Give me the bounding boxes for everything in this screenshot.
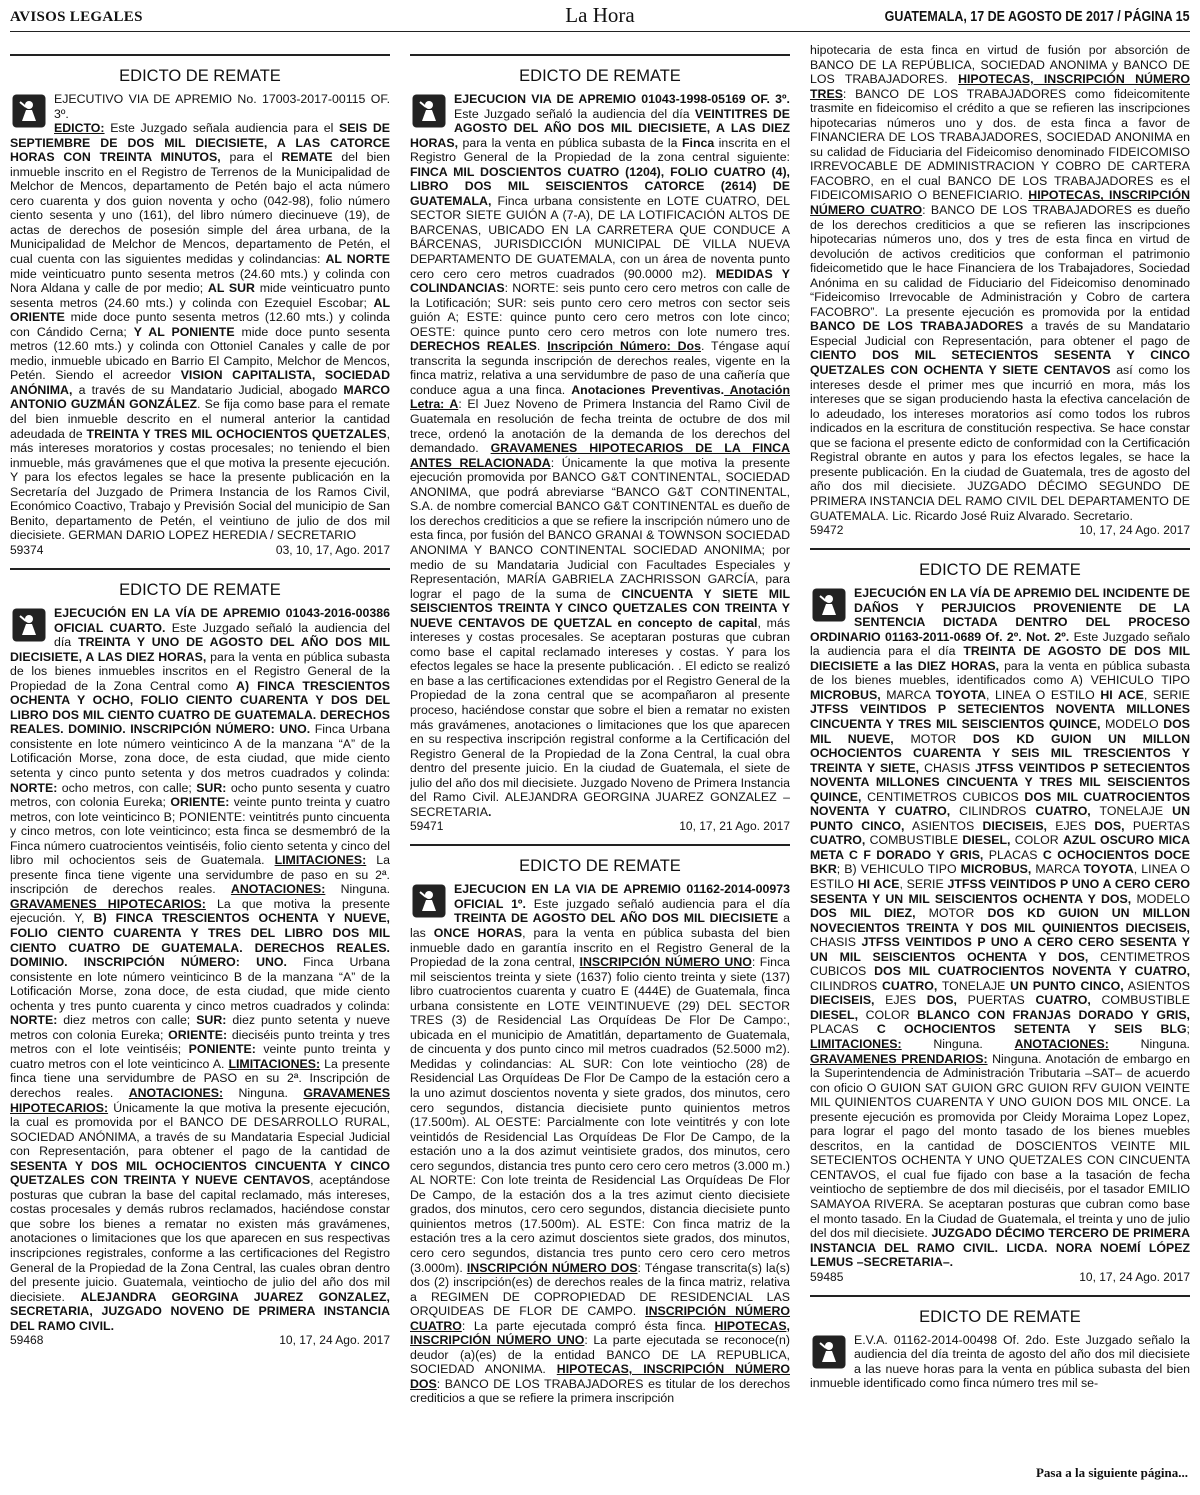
notice-footer: 59471 10, 17, 21 Ago. 2017 [410,819,790,834]
notice-59374: EJECUTIVO VIA DE APREMIO No. 17003-2017-00115 OF. 3º. EDICTO: Este Juzgado señala audiencia para el SEIS DE SEPTIEMBRE DE DOS MIL DIECISIETE, A LAS CATORCE HORAS CON TREINTA MINUTOS, para el REMATE del bien inmueble inscrito en el Registro de Terrenos de la Municipalidad de Melchor de Mencos, departamento de Petén bajo el acta número cero cuarenta y dos guion noventa y ocho (042-98), folio número ciento sesenta y uno (161), del libro número diecinueve (19), de actas de derechos de posesión simple del área urbana, de la Municipalidad de Melchor de Mencos, departamento de Petén, el cual cuenta con las siguientes medidas y colindancias: AL NORTE mide veinticuatro punto sesenta metros (24.60 mts.) y colinda con Nora Aldana y calle de por medio; AL SUR mide veinticuatro punto sesenta metros (24.60 mts.) y colinda con Ezequiel Escobar; AL ORIENTE mide doce punto sesenta metros (12.60 mts.) y colinda con Cándido Cerna; Y AL PONIENTE mide doce punto sesenta metros (12.60 mts.) y colinda con Ottoniel Canales y calle de por medio, inmueble ubicado en Barrio El Campito, Melchor de Mencos, Petén. Siendo el acreedor VISION CAPITALISTA, SOCIEDAD ANÓNIMA, a través de su Mandatario Judicial, abogado MARCO ANTONIO GUZMÁN GONZÁLEZ. Se fija como base para el remate del bien inmueble descrito en el numeral anterior la cantidad adeudada de TREINTA Y TRES MIL OCHOCIENTOS QUETZALES, más intereses moratorios y costas procesales; no teniendo el bien inmueble, más gravámenes que el que motiva la presente ejecución. Y para los efectos legales se hace la presente publicación en la Secretaría del Juzgado de Primera Instancia de los Ramos Civil, Económico Coactivo, Trabajo y Previsión Social del municipio de San Benito, departamento de Petén, el veintiuno de julio de dos mil diecisiete. GERMAN DARIO LOPEZ HEREDIA / SECRETARIO [10,92,390,543]
notice-footer: 59468 10, 17, 24 Ago. 2017 [10,1333,390,1348]
gavel-icon [412,884,446,918]
edict-title: EDICTO DE REMATE [810,548,1190,582]
notice-59468: EJECUCIÓN EN LA VÍA DE APREMIO 01043-2016-00386 OFICIAL CUARTO. Este Juzgado señaló la audiencia del día TREINTA Y UNO DE AGOSTO DEL AÑO DOS MIL DIECISIETE, A LAS DIEZ HORAS, para la venta en pública subasta de los bienes inmuebles inscritos en el Registro General de la Propiedad de la Zona Central como A) FINCA TRESCIENTOS OCHENTA Y OCHO, FOLIO CIENTO CUARENTA Y DOS DEL LIBRO DOS MIL CIENTO CUATRO DE GUATEMALA. DERECHOS REALES. DOMINIO. INSCRIPCIÓN NÚMERO: UNO. Finca Urbana consistente en lote número veinticinco A de la manzana “A” de la Lotificación Morse, zona doce, de esta ciudad, que mide ciento setenta y cinco punto setenta y dos metros cuadrados y colinda: NORTE: ocho metros, con calle; SUR: ocho punto sesenta y cuatro metros, con colonia Eureka; ORIENTE: veinte punto treinta y cuatro metros, con lote veinticinco B; PONIENTE: veintitrés punto cincuenta y cinco metros, con lote veinticinco; esta finca se desmembró de la Finca número cuatrocientos veintiséis, folio ciento setenta y cinco del libro mil ochocientos seis de Guatemala. LIMITACIONES: La presente finca tiene vigente una servidumbre de paso en su 2ª. inscripción de derechos reales. ANOTACIONES: Ninguna. GRAVAMENES HIPOTECARIOS: La que motiva la presente ejecución. Y, B) FINCA TRESCIENTOS OCHENTA Y NUEVE, FOLIO CIENTO CUARENTA Y TRES DEL LIBRO DOS MIL CIENTO CUATRO DE GUATEMALA. DERECHOS REALES. DOMINIO. INSCRIPCIÓN NÚMERO: UNO. Finca Urbana consistente en lote número veinticinco B de la manzana “A” de la Lotificación Morse, zona doce, de esta ciudad, que mide ciento ochenta y tres punto cuarenta y cinco metros cuadrados y colinda: NORTE: diez metros con calle; SUR: diez punto setenta y nueve metros con colonia Eureka; ORIENTE: dieciséis punto treinta y tres metros con el lote veintiséis; PONIENTE: veinte punto treinta y cuatro metros con el lote veinticinco A. LIMITACIONES: La presente finca tiene una servidumbre de PASO en su 2ª. Inscripción de derechos reales. ANOTACIONES: Ninguna. GRAVAMENES HIPOTECARIOS: Únicamente la que motiva la presente ejecución, la cual es promovida por el BANCO DE DESARROLLO RURAL, SOCIEDAD ANÓNIMA, a través de su Mandataria Especial Judicial con Representación, para obtener el pago de la cantidad de SESENTA Y DOS MIL OCHOCIENTOS CINCUENTA Y CINCO QUETZALES CON TREINTA Y NUEVE CENTAVOS, aceptándose posturas que cubran la base del capital reclamado, más intereses, costas procesales y demás rubros reclamados, haciéndose constar que sobre los bienes a rematar no existen más gravámenes, anotaciones o limitaciones que los que aparecen en sus respectivas inscripciones registrales, conforme a las certificaciones del Registro General de la Propiedad de la Zona Central, las cuales obran dentro del presente juicio. Guatemala, veintiocho de julio del año dos mil diecisiete. ALEJANDRA GEORGINA JUAREZ GONZALEZ, SECRETARIA, JUZGADO NOVENO DE PRIMERA INSTANCIA DEL RAMO CIVIL. [10,605,390,1333]
gavel-icon [12,94,46,128]
date-page: GUATEMALA, 17 DE AGOSTO DE 2017 / PÁGINA 15 [885,9,1190,25]
notice-59471: EJECUCION VIA DE APREMIO 01043-1998-05169 OF. 3º. Este Juzgado señaló la audiencia del día VEINTITRES DE AGOSTO DEL AÑO DOS MIL DIECISIETE, A LAS DIEZ HORAS, para la venta en pública subasta de la Finca inscrita en el Registro General de la Propiedad de la zona central siguiente: FINCA MIL DOSCIENTOS CUATRO (1204), FOLIO CUATRO (4), LIBRO DOS MIL SEISCIENTOS CATORCE (2614) DE GUATEMALA, Finca urbana consistente en LOTE CUATRO, DEL SECTOR SIETE GUIÓN A (7-A), DE LA LOTIFICACIÓN ALTOS DE BARCENAS, UBICADO EN LA CARRETERA QUE CONDUCE A BÁRCENAS, JURISDICCIÓN MUNICIPAL DE VILLA NUEVA DEPARTAMENTO DE GUATEMALA, con un área de noventa punto cero cero cero metros cuadrados (90.0000 m2). MEDIDAS Y COLINDANCIAS: NORTE: seis punto cero cero metros con calle de la Lotificación; SUR: seis punto cero cero metros con sector seis guión A; ESTE: quince punto cero cero metros con lote cinco; OESTE: quince punto cero cero metros con lote numero tres. DERECHOS REALES. Inscripción Número: Dos. Téngase aquí transcrita la segunda inscripción de derechos reales, vigente en la finca matriz, relativa a una servidumbre de paso de una cañería que conduce agua a una finca. Anotaciones Preventivas. Anotación Letra: A: El Juez Noveno de Primera Instancia del Ramo Civil de Guatemala en resolución de fecha treinta de octubre de dos mil trece, ordenó la anotación de la demanda de los derechos del demandado. GRAVAMENES HIPOTECARIOS DE LA FINCA ANTES RELACIONADA: Únicamente la que motiva la presente ejecución promovida por BANCO G&T CONTINENTAL, SOCIEDAD ANONIMA, que podrá abreviarse “BANCO G&T CONTINENTAL, S.A. de nombre comercial BANCO G&T CONTINENTAL es dueño de los derechos crediticios a que se refiere la inscripción número uno de esta finca, por fusión del BANCO GRANAI & TOWNSON SOCIEDAD ANONIMA Y BANCO CONTINENTAL SOCIEDAD ANONIMA; por medio de su Mandataria Judicial con Facultades Especiales y Representación, MARÍA GABRIELA ZACHRISSON GARCÍA, para lograr el pago de la suma de CINCUENTA Y SIETE MIL SEISCIENTOS TREINTA Y CINCO QUETZALES CON TREINTA Y NUEVE CENTAVOS DE QUETZAL en concepto de capital, más intereses y costas procesales. Se aceptaran posturas que cubran como base el capital reclamado intereses y costas. Y para los efectos legales se hace la presente publicación. . El edicto se realizó en base a las certificaciones extendidas por el Registro General de la Propiedad de la zona central que se acompañaron al presente proceso, haciéndose constar que sobre el bien a rematar no existen más gravámenes, anotaciones o limitaciones que los que aparecen en su respectiva inscripción registral conforme a la Certificación del Registro General de la Propiedad de la Zona Central, la cual obra dentro del presente juicio. En la ciudad de Guatemala, el siete de julio del año dos mil diecisiete. Juzgado Noveno de Primera Instancia del Ramo Civil. ALEJANDRA GEORGINA JUAREZ GONZALEZ –SECRETARIA. [410,92,790,819]
gavel-icon [812,588,846,622]
column-3 [810,43,1190,1473]
edict-title: EDICTO DE REMATE [10,54,390,88]
edict-title: EDICTO DE REMATE [410,844,790,878]
header-rule [10,31,1190,32]
gavel-icon [412,94,446,128]
edict-title: EDICTO DE REMATE [810,1295,1190,1329]
column-1 [10,54,390,1484]
gavel-icon [12,608,46,642]
notice-footer: 59374 03, 10, 17, Ago. 2017 [10,542,390,557]
edict-title: EDICTO DE REMATE [10,568,390,602]
column-2 [410,54,790,1484]
notice-footer: 59485 10, 17, 24 Ago. 2017 [810,1269,1190,1284]
notice-col2-second: EJECUCION EN LA VIA DE APREMIO 01162-2014-00973 OFICIAL 1º. Este juzgado señaló audiencia para el día TREINTA DE AGOSTO DEL AÑO DOS MIL DIECISIETE a las ONCE HORAS, para la venta en pública subasta del bien inmueble dado en garantía inscrito en el Registro General de la Propiedad de la zona central, INSCRIPCIÓN NÚMERO UNO: Finca mil seiscientos treinta y siete (1637) folio ciento treinta y siete (137) libro cuatrocientos cuarenta y cuatro E (444E) de Guatemala, finca urbana consistente en LOTE VEINTINUEVE (29) DEL SECTOR TRES (3) de Residencial Las Orquídeas De Flor De Campo:, ubicada en el municipio de Amatitlán, departamento de Guatemala, de cincuenta y dos punto cinco mil metros cuadrados (52.5000 m2). Medidas y colindancias: AL SUR: Con lote veintiocho (28) de Residencial Las Orquídeas De Flor De Campo de la estación cero a la uno azimut doscientos noventa y siete grados, dos minutos, cero cero segundos, distancia diecisiete punto quinientos metros (17.500m). AL OESTE: Parcialmente con lote veintitrés y con lote veintidós de Residencial Las Orquídeas De Flor De Campo, de la estación uno a la dos azimut veintisiete grados, dos minutos, cero cero segundos, distancia tres punto cero cero cero metros (3.000 m.) AL NORTE: Con lote treinta de Residencial Las Orquídeas De Flor De Campo, de la estación dos a la tres azimut ciento diecisiete grados, dos minutos, cero cero segundos, distancia diecisiete punto quinientos metros (17.500m). AL ESTE: Con finca matriz de la estación tres a la cero azimut doscientos siete grados, dos minutos, cero cero segundos, distancia tres punto cero cero cero metros (3.000m). INSCRIPCIÓN NÚMERO DOS: Téngase transcrita(s) la(s) dos (2) inscripción(es) de derechos reales de la finca matriz, relativa a REGIMEN DE COPROPIEDAD DE RESIDENCIAL LAS ORQUIDEAS DE FLOR DE CAMPO. INSCRIPCIÓN NÚMERO CUATRO: La parte ejecutada compró ésta finca. HIPOTECAS, INSCRIPCIÓN NÚMERO UNO: La parte ejecutada se reconoce(n) deudor (a)(es) de la entidad BANCO DE LA REPUBLICA, SOCIEDAD ANONIMA. HIPOTECAS, INSCRIPCIÓN NÚMERO DOS: BANCO DE LOS TRABAJADORES es titular de los derechos crediticios a que se refiere la primera inscripción [410,882,790,1406]
page-header [0,0,1200,34]
notice-59485: EJECUCIÓN EN LA VÍA DE APREMIO DEL INCIDENTE DE DAÑOS Y PERJUICIOS PROVENIENTE DE LA SENTENCIA DICTADA DENTRO DEL PROCESO ORDINARIO 01163-2011-0689 Of. 2º. Not. 2º. Este Juzgado señalo la audiencia para el día TREINTA DE AGOSTO DE DOS MIL DIECISIETE a las DIEZ HORAS, para la venta en pública subasta de los bienes muebles, identificados como A) VEHICULO TIPO MICROBUS, MARCA TOYOTA, LINEA O ESTILO HI ACE, SERIE JTFSS VEINTIDOS P SETECIENTOS NOVENTA MILLONES CINCUENTA Y TRES MIL SEISCIENTOS QUINCE, MODELO DOS MIL NUEVE, MOTOR DOS KD GUION UN MILLON OCHOCIENTOS CUARENTA Y SEIS MIL TRESCIENTOS Y TREINTA Y SIETE, CHASIS JTFSS VEINTIDOS P SETECIENTOS NOVENTA MILLONES CINCUENTA Y TRES MIL SEISCIENTOS QUINCE, CENTIMETROS CUBICOS DOS MIL CUATROCIENTOS NOVENTA Y CUATRO, CILINDROS CUATRO, TONELAJE UN PUNTO CINCO, ASIENTOS DIECISEIS, EJES DOS, PUERTAS CUATRO, COMBUSTIBLE DIESEL, COLOR AZUL OSCURO MICA META C F DORADO Y GRIS, PLACAS C OCHOCIENTOS DOCE BKR; B) VEHICULO TIPO MICROBUS, MARCA TOYOTA, LINEA O ESTILO HI ACE, SERIE JTFSS VEINTIDOS P UNO A CERO CERO SESENTA Y UN MIL SEISCIENTOS OCHENTA Y DOS, MODELO DOS MIL DIEZ, MOTOR DOS KD GUION UN MILLON NOVECIENTOS TREINTA Y DOS MIL QUINIENTOS DIECISEIS, CHASIS JTFSS VEINTIDOS P UNO A CERO CERO SESENTA Y UN MIL SEISCIENTOS OCHENTA Y DOS, CENTIMETROS CUBICOS DOS MIL CUATROCIENTOS NOVENTA Y CUATRO, CILINDROS CUATRO, TONELAJE UN PUNTO CINCO, ASIENTOS DIECISEIS, EJES DOS, PUERTAS CUATRO, COMBUSTIBLE DIESEL, COLOR BLANCO CON FRANJAS DORADO Y GRIS, PLACAS C OCHOCIENTOS SETENTA Y SEIS BLG; LIMITACIONES: Ninguna. ANOTACIONES: Ninguna. GRAVAMENES PRENDARIOS: Ninguna. Anotación de embargo en la Superintendencia de Administración Tributaria –SAT– de acuerdo con oficio O GUION SAT GUION GRC GUION RFV GUION VEINTE MIL QUINIENTOS CUARENTA Y UNO GUION DOS MIL ONCE. La presente ejecución es promovida por Cleidy Moraima Lopez Lopez, para lograr el pago del monto tasado de los bienes muebles descritos, en la cantidad de DOSCIENTOS VEINTE MIL SETECIENTOS OCHENTA Y UNO QUETZALES CON CINCUENTA CENTAVOS, el cual fue fijado con base a la tasación de fecha veintiocho de septiembre de dos mil dieciséis, por el tasador EMILIO SAMAYOA RIVERA. Se aceptaran posturas que cubran como base el monto tasado. En la Ciudad de Guatemala, el treinta y uno de julio del dos mil diecisiete. JUZGADO DÉCIMO TERCERO DE PRIMERA INSTANCIA DEL RAMO CIVIL. LICDA. NORA NOEMÍ LÓPEZ LEMUS –SECRETARIA–. [810,586,1190,1270]
notice-59472-continued: hipotecaria de esta finca en virtud de fusión por absorción de BANCO DE LA REPÚBLICA, SOCIEDAD ANONIMA y BANCO DE LOS TRABAJADORES. HIPOTECAS, INSCRIPCIÓN NÚMERO TRES: BANCO DE LOS TRABAJADORES como fideicomitente trasmite en fideicomiso el crédito a que se refieren las inscripciones hipotecarias números uno y dos. de esta finca a favor de FINANCIERA DE LOS TRABAJADORES, SOCIEDAD ANONIMA en su calidad de Fiduciaria del Fideicomiso denominado FIDEICOMISO IRREVOCABLE DE ADMINISTRACION Y COBRO DE CARTERA FACOBRO, en el cual BANCO DE LOS TRABAJADORES es el FIDEICOMISARIO O BENEFICIARIO. HIPOTECAS, INSCRIPCIÓN NÚMERO CUATRO: BANCO DE LOS TRABAJADORES es dueño de los derechos crediticios a que se refieren las inscripciones hipotecarias números uno, dos y tres de esta finca en virtud de devolución de activos crediticios que conforman el patrimonio fideicometido que le hace Financiera de los Trabajadores, Sociedad Anónima en su calidad de Fiduciario del Fideicomiso denominado “Fideicomiso Irrevocable de Administración y Cobro de cartera FACOBRO”. La presente ejecución es promovida por la entidad BANCO DE LOS TRABAJADORES a través de su Mandatario Especial Judicial con Representación, para obtener el pago de CIENTO DOS MIL SETECIENTOS SESENTA Y CINCO QUETZALES CON OCHENTA Y SIETE CENTAVOS así como los intereses desde el primer mes que incurrió en mora, más los intereses que se sigan produciendo hasta la efectiva cancelación de lo adeudado, los intereses moratorios así como todos los rubros indicados en la escritura de constitución respectiva. Se hace constar que se faciona el presente edicto de conformidad con la Certificación Registral obrante en autos y para los efectos legales, se hace la presente publicación. En la ciudad de Guatemala, tres de agosto del año dos mil diecisiete. JUZGADO DÉCIMO SEGUNDO DE PRIMERA INSTANCIA DEL RAMO CIVIL DEL DEPARTAMENTO DE GUATEMALA. Lic. Ricardo José Ruiz Alvarado. Secretario. [810,43,1190,523]
notice-footer: 59472 10, 17, 24 Ago. 2017 [810,523,1190,538]
gavel-icon [812,1335,846,1369]
section-title: AVISOS LEGALES [10,9,143,25]
edict-title: EDICTO DE REMATE [410,54,790,88]
notice-col3-third: E.V.A. 01162-2014-00498 Of. 2do. Este Juzgado señalo la audiencia del día treinta de agosto del año dos mil diecisiete a las nueve horas para la venta en pública subasta del bien inmueble identificado como finca número tres mil se- [810,1332,1190,1391]
continue-note: Pasa a la siguiente página... [1035,1465,1188,1480]
newspaper-logo: La Hora [565,3,635,27]
